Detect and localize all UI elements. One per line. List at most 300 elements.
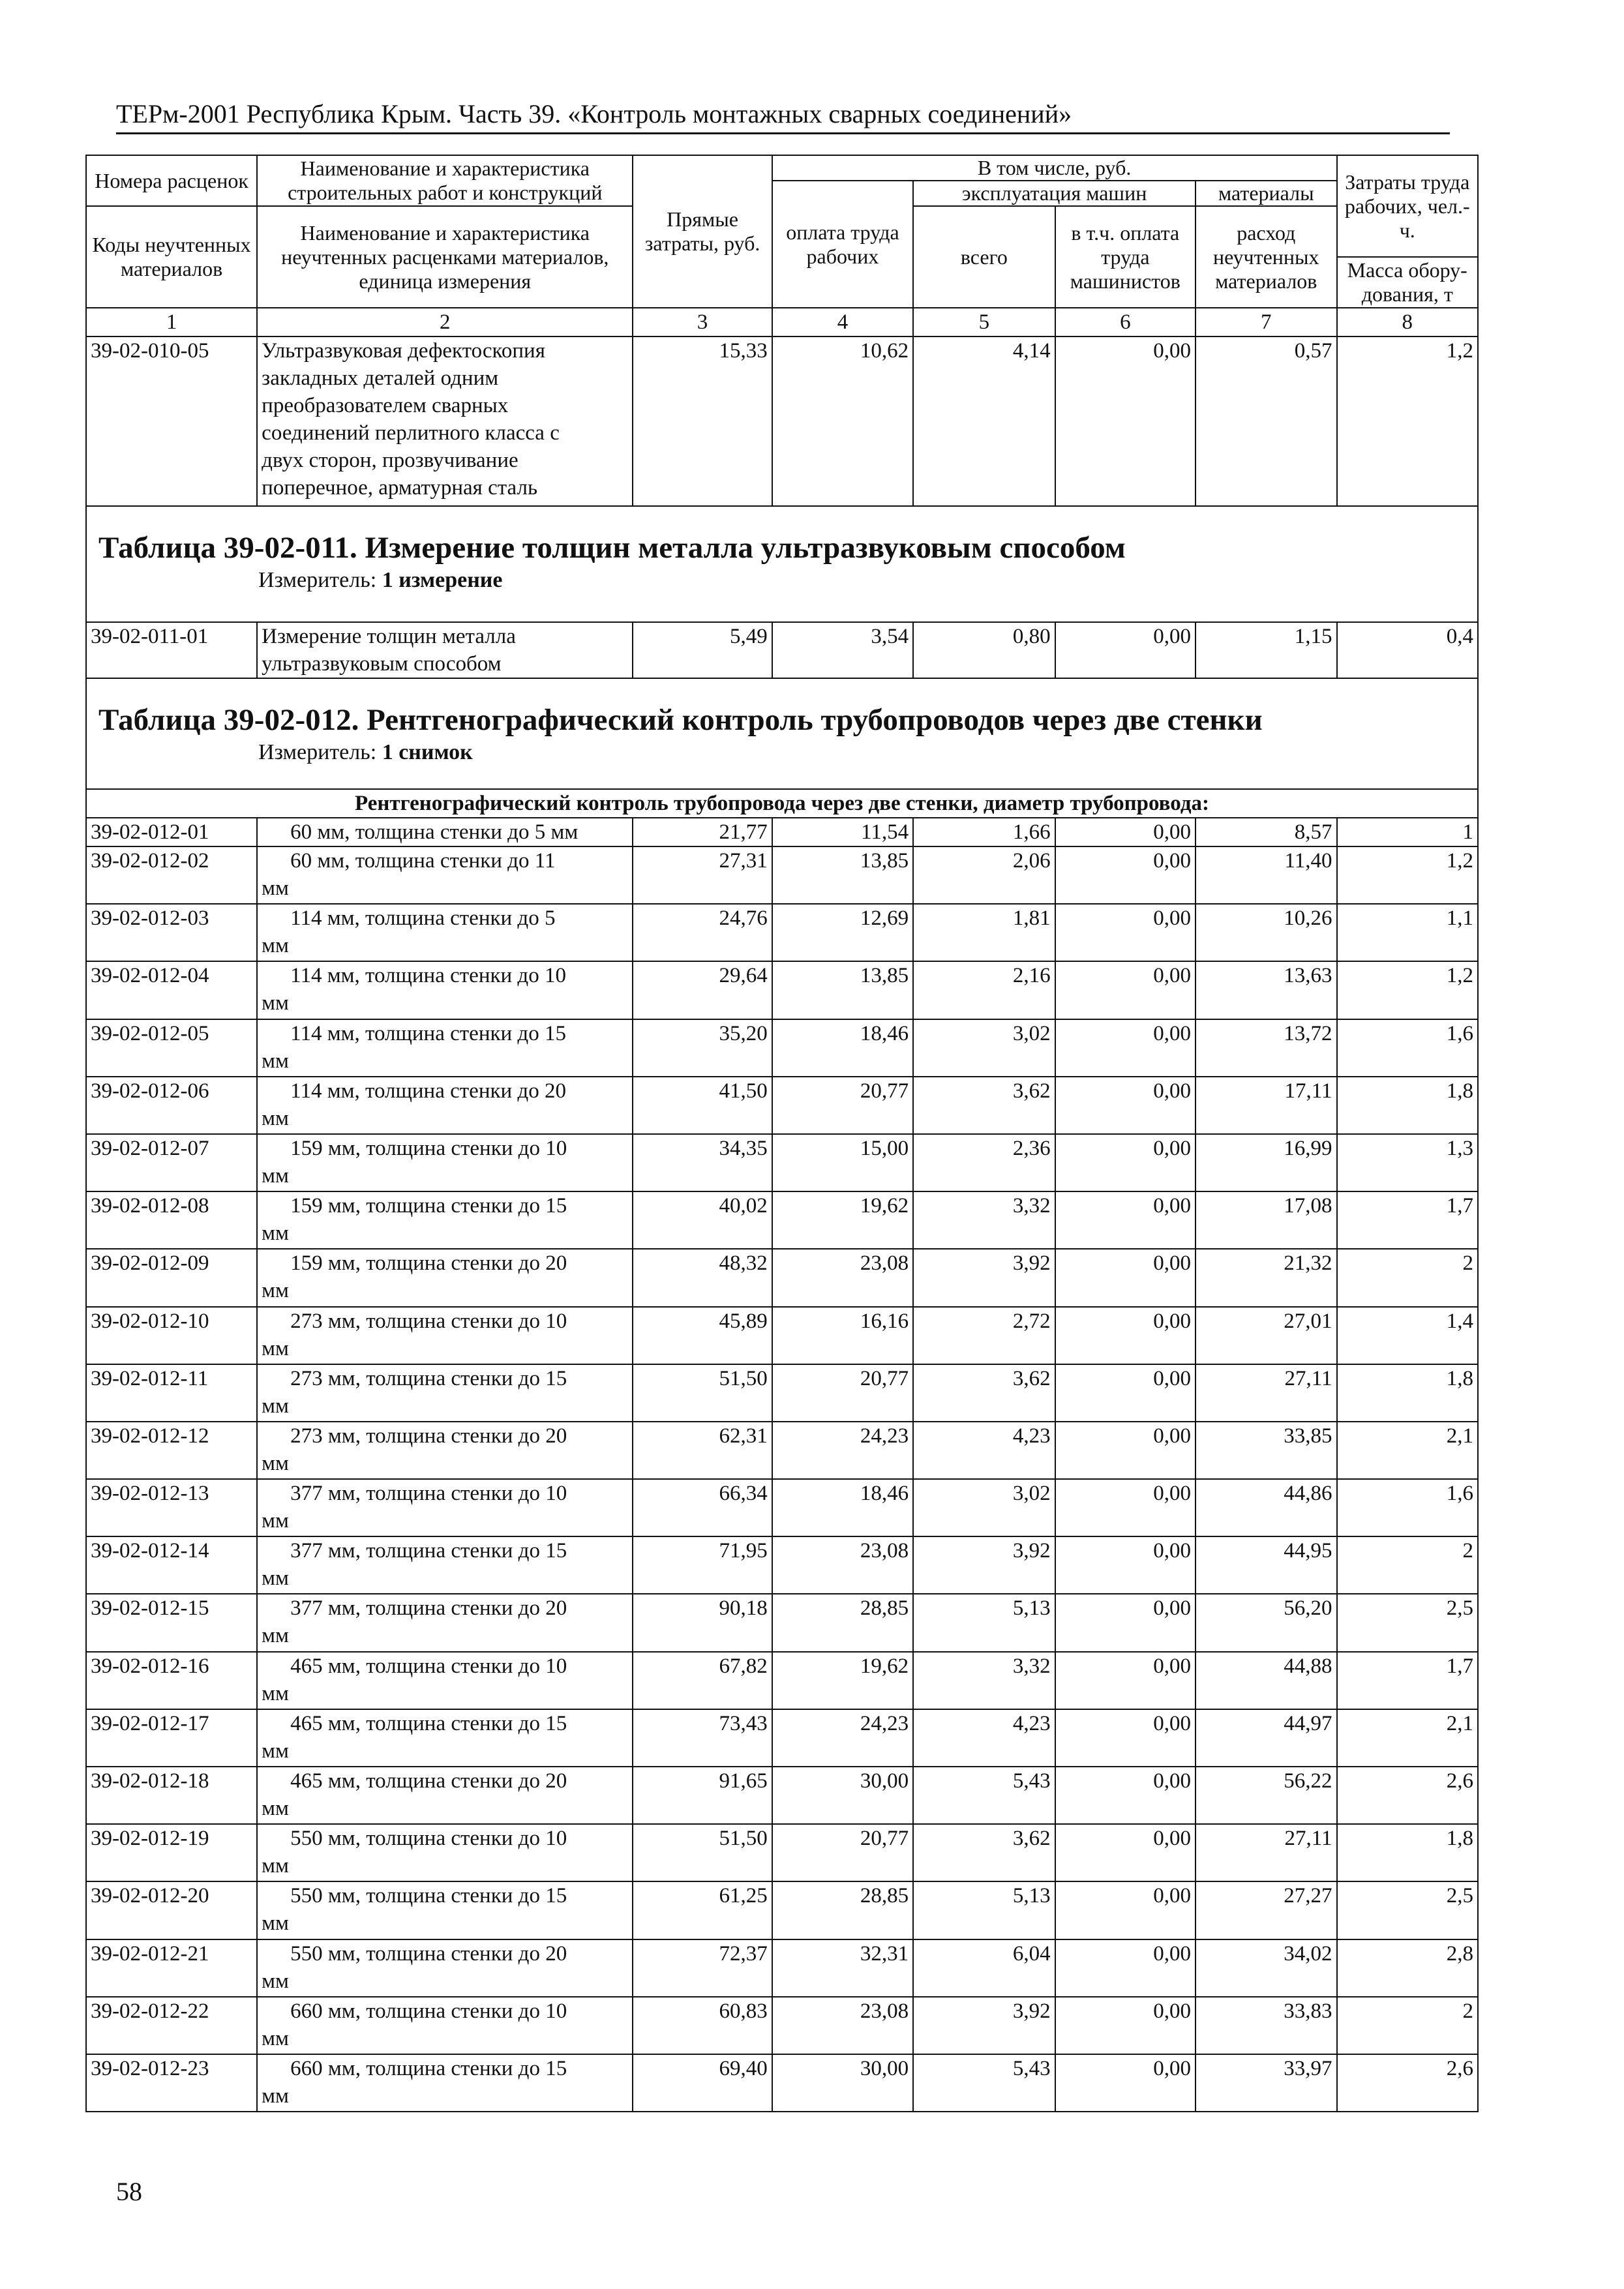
machines-total-value: 0,80 bbox=[913, 622, 1055, 678]
machinists-pay-value: 0,00 bbox=[1055, 2054, 1195, 2112]
labor-hours-value: 1,2 bbox=[1337, 337, 1479, 506]
rate-code: 39-02-012-14 bbox=[86, 1536, 257, 1594]
labor-hours-value: 1,3 bbox=[1337, 1134, 1479, 1191]
direct-costs-value: 66,34 bbox=[633, 1479, 772, 1536]
materials-value: 13,63 bbox=[1195, 961, 1336, 1019]
direct-costs-value: 67,82 bbox=[633, 1652, 772, 1709]
rate-code: 39-02-012-04 bbox=[86, 961, 257, 1019]
labor-hours-value: 2 bbox=[1337, 1536, 1479, 1594]
rate-name-line: мм bbox=[262, 1509, 289, 1533]
labor-hours-value: 1,2 bbox=[1337, 846, 1479, 904]
machines-total-value: 3,02 bbox=[913, 1019, 1055, 1077]
rate-name-line: мм bbox=[262, 1106, 289, 1130]
machines-total-value: 5,43 bbox=[913, 1767, 1055, 1824]
machines-total-value: 5,43 bbox=[913, 2054, 1055, 2112]
rate-name bbox=[257, 1881, 633, 1939]
rate-name-line: мм bbox=[262, 991, 289, 1015]
table-row bbox=[86, 1422, 1478, 1479]
materials-value: 21,32 bbox=[1195, 1249, 1336, 1306]
header-name-uncounted: Наименование и характеристика неучтенных расценками материалов, единица измерения bbox=[257, 206, 633, 308]
machines-total-value: 3,62 bbox=[913, 1824, 1055, 1881]
direct-costs-value: 15,33 bbox=[633, 337, 772, 506]
rate-name bbox=[257, 1479, 633, 1536]
labor-hours-value: 2,5 bbox=[1337, 1594, 1479, 1651]
direct-costs-value: 69,40 bbox=[633, 2054, 772, 2112]
rate-name bbox=[257, 1307, 633, 1364]
machinists-pay-value: 0,00 bbox=[1055, 1191, 1195, 1249]
direct-costs-value: 91,65 bbox=[633, 1767, 772, 1824]
table-row bbox=[86, 846, 1478, 904]
rate-name bbox=[257, 1191, 633, 1249]
machinists-pay-value: 0,00 bbox=[1055, 337, 1195, 506]
col-number: 5 bbox=[913, 308, 1055, 337]
machines-total-value: 3,02 bbox=[913, 1479, 1055, 1536]
rates-table bbox=[85, 155, 1479, 2112]
table-011-heading bbox=[86, 506, 1478, 622]
labor-pay-value: 20,77 bbox=[772, 1364, 913, 1422]
machines-total-value: 3,62 bbox=[913, 1077, 1055, 1134]
header-equipment-mass: Масса обору-дования, т bbox=[1337, 257, 1479, 308]
machinists-pay-value: 0,00 bbox=[1055, 1019, 1195, 1077]
labor-pay-value: 10,62 bbox=[772, 337, 913, 506]
materials-value: 56,22 bbox=[1195, 1767, 1336, 1824]
rate-code: 39-02-012-06 bbox=[86, 1077, 257, 1134]
rate-code: 39-02-012-20 bbox=[86, 1881, 257, 1939]
direct-costs-value: 62,31 bbox=[633, 1422, 772, 1479]
table-row bbox=[86, 1594, 1478, 1651]
labor-pay-value: 23,08 bbox=[772, 1997, 913, 2054]
machinists-pay-value: 0,00 bbox=[1055, 1364, 1195, 1422]
rate-name bbox=[257, 1249, 633, 1306]
rate-name bbox=[257, 1652, 633, 1709]
col-number: 8 bbox=[1337, 308, 1479, 337]
labor-pay-value: 24,23 bbox=[772, 1422, 913, 1479]
rate-name bbox=[257, 1594, 633, 1651]
table-title: Таблица 39-02-011. Измерение толщин металла ультразвуковым способом bbox=[98, 531, 1126, 565]
labor-pay-value: 23,08 bbox=[772, 1249, 913, 1306]
labor-hours-value: 1,7 bbox=[1337, 1652, 1479, 1709]
col-number: 6 bbox=[1055, 308, 1195, 337]
table-title: Таблица 39-02-012. Рентгенографический контроль трубопроводов через две стенки bbox=[98, 703, 1263, 737]
table-row bbox=[86, 1652, 1478, 1709]
table-row bbox=[86, 1939, 1478, 1997]
machines-total-value: 4,23 bbox=[913, 1709, 1055, 1767]
col-number: 2 bbox=[257, 308, 633, 337]
machinists-pay-value: 0,00 bbox=[1055, 1939, 1195, 1997]
rate-name bbox=[257, 1997, 633, 2054]
labor-hours-value: 2,6 bbox=[1337, 1767, 1479, 1824]
labor-hours-value: 2,1 bbox=[1337, 1709, 1479, 1767]
machinists-pay-value: 0,00 bbox=[1055, 1709, 1195, 1767]
rate-name-line: 114 мм, толщина стенки до 15 bbox=[290, 1021, 566, 1045]
labor-pay-value: 28,85 bbox=[772, 1881, 913, 1939]
rate-name-line: мм bbox=[262, 1969, 289, 1993]
measure-label: Измеритель: bbox=[258, 568, 377, 592]
labor-pay-value: 18,46 bbox=[772, 1019, 913, 1077]
rate-code: 39-02-012-13 bbox=[86, 1479, 257, 1536]
machinists-pay-value: 0,00 bbox=[1055, 1997, 1195, 2054]
table-row bbox=[86, 1191, 1478, 1249]
rate-name-line: 60 мм, толщина стенки до 11 bbox=[290, 849, 556, 873]
machines-total-value: 3,62 bbox=[913, 1364, 1055, 1422]
machinists-pay-value: 0,00 bbox=[1055, 1824, 1195, 1881]
header-rate-numbers: Номера расценок bbox=[86, 155, 257, 206]
header-direct-costs: Прямые затраты, руб. bbox=[633, 155, 772, 308]
rate-name-line: Измерение толщин металла bbox=[262, 625, 516, 648]
direct-costs-value: 40,02 bbox=[633, 1191, 772, 1249]
rate-name-line: 273 мм, толщина стенки до 15 bbox=[290, 1366, 567, 1390]
rate-name bbox=[257, 1364, 633, 1422]
table-row bbox=[86, 961, 1478, 1019]
materials-value: 17,11 bbox=[1195, 1077, 1336, 1134]
rate-name-line: 465 мм, толщина стенки до 15 bbox=[290, 1711, 567, 1735]
header-including: В том числе, руб. bbox=[772, 155, 1337, 181]
rate-code: 39-02-012-03 bbox=[86, 904, 257, 961]
direct-costs-value: 73,43 bbox=[633, 1709, 772, 1767]
rate-code: 39-02-012-17 bbox=[86, 1709, 257, 1767]
rate-name bbox=[257, 1422, 633, 1479]
machines-total-value: 6,04 bbox=[913, 1939, 1055, 1997]
machines-total-value: 1,66 bbox=[913, 818, 1055, 846]
machinists-pay-value: 0,00 bbox=[1055, 1652, 1195, 1709]
page-header: ТЕРм-2001 Республика Крым. Часть 39. «Контроль монтажных сварных соединений» bbox=[116, 99, 1072, 128]
materials-value: 56,20 bbox=[1195, 1594, 1336, 1651]
direct-costs-value: 60,83 bbox=[633, 1997, 772, 2054]
materials-value: 33,83 bbox=[1195, 1997, 1336, 2054]
rate-name-line: поперечное, арматурная сталь bbox=[262, 476, 538, 500]
table-row bbox=[86, 1881, 1478, 1939]
direct-costs-value: 24,76 bbox=[633, 904, 772, 961]
col-number: 7 bbox=[1195, 308, 1336, 337]
rate-code: 39-02-012-19 bbox=[86, 1824, 257, 1881]
rate-name bbox=[257, 1767, 633, 1824]
materials-value: 13,72 bbox=[1195, 1019, 1336, 1077]
labor-hours-value: 1,6 bbox=[1337, 1019, 1479, 1077]
rate-name-line: мм bbox=[262, 1624, 289, 1648]
rate-name-line: 273 мм, толщина стенки до 10 bbox=[290, 1309, 567, 1333]
rate-name bbox=[257, 1019, 633, 1077]
rate-name bbox=[257, 1939, 633, 1997]
rate-name-line: мм bbox=[262, 876, 289, 900]
labor-hours-value: 2,5 bbox=[1337, 1881, 1479, 1939]
rate-name-line: 377 мм, толщина стенки до 15 bbox=[290, 1539, 567, 1563]
materials-value: 0,57 bbox=[1195, 337, 1336, 506]
rate-code: 39-02-012-23 bbox=[86, 2054, 257, 2112]
header-machinist-pay: в т.ч. оплата труда машинистов bbox=[1055, 206, 1195, 308]
table-row bbox=[86, 622, 1478, 678]
labor-hours-value: 1,8 bbox=[1337, 1364, 1479, 1422]
materials-value: 33,85 bbox=[1195, 1422, 1336, 1479]
materials-value: 44,97 bbox=[1195, 1709, 1336, 1767]
rate-name-line: мм bbox=[262, 1451, 289, 1475]
direct-costs-value: 5,49 bbox=[633, 622, 772, 678]
rate-name-line: 550 мм, толщина стенки до 10 bbox=[290, 1827, 567, 1851]
labor-pay-value: 13,85 bbox=[772, 961, 913, 1019]
direct-costs-value: 21,77 bbox=[633, 818, 772, 846]
rate-name-line: 114 мм, толщина стенки до 10 bbox=[290, 964, 566, 988]
materials-value: 44,88 bbox=[1195, 1652, 1336, 1709]
rate-name-line: мм bbox=[262, 1739, 289, 1763]
rate-name-line: 60 мм, толщина стенки до 5 мм bbox=[290, 820, 579, 844]
rate-code: 39-02-012-22 bbox=[86, 1997, 257, 2054]
machines-total-value: 3,92 bbox=[913, 1536, 1055, 1594]
direct-costs-value: 45,89 bbox=[633, 1307, 772, 1364]
machines-total-value: 3,32 bbox=[913, 1191, 1055, 1249]
rate-code: 39-02-012-07 bbox=[86, 1134, 257, 1191]
direct-costs-value: 51,50 bbox=[633, 1364, 772, 1422]
labor-hours-value: 2 bbox=[1337, 1997, 1479, 2054]
rate-name bbox=[257, 1077, 633, 1134]
table-row bbox=[86, 1019, 1478, 1077]
rate-name-line: мм bbox=[262, 1336, 289, 1360]
rate-name-line: 465 мм, толщина стенки до 20 bbox=[290, 1769, 567, 1793]
labor-hours-value: 1,1 bbox=[1337, 904, 1479, 961]
measure-line bbox=[98, 739, 1466, 766]
machinists-pay-value: 0,00 bbox=[1055, 1134, 1195, 1191]
rate-code: 39-02-012-15 bbox=[86, 1594, 257, 1651]
rate-name-line: 550 мм, толщина стенки до 15 bbox=[290, 1884, 567, 1908]
table-row bbox=[86, 1536, 1478, 1594]
col-number: 3 bbox=[633, 308, 772, 337]
header-rule bbox=[116, 132, 1450, 134]
materials-value: 27,11 bbox=[1195, 1364, 1336, 1422]
machines-total-value: 5,13 bbox=[913, 1881, 1055, 1939]
rate-name-line: мм bbox=[262, 1394, 289, 1418]
col-number: 4 bbox=[772, 308, 913, 337]
rate-name-line: мм bbox=[262, 1797, 289, 1820]
materials-value: 8,57 bbox=[1195, 818, 1336, 846]
table-row bbox=[86, 337, 1478, 506]
machines-total-value: 5,13 bbox=[913, 1594, 1055, 1651]
machines-total-value: 2,06 bbox=[913, 846, 1055, 904]
materials-value: 27,11 bbox=[1195, 1824, 1336, 1881]
header-codes-uncounted: Коды неучтенных материалов bbox=[86, 206, 257, 308]
materials-value: 16,99 bbox=[1195, 1134, 1336, 1191]
group-title: Рентгенографический контроль трубопровода через две стенки, диаметр трубопровода: bbox=[86, 789, 1478, 818]
machinists-pay-value: 0,00 bbox=[1055, 1479, 1195, 1536]
rate-code: 39-02-011-01 bbox=[86, 622, 257, 678]
table-row bbox=[86, 1134, 1478, 1191]
rate-code: 39-02-012-21 bbox=[86, 1939, 257, 1997]
rate-name bbox=[257, 622, 633, 678]
rate-name-line: 660 мм, толщина стенки до 15 bbox=[290, 2056, 567, 2080]
direct-costs-value: 61,25 bbox=[633, 1881, 772, 1939]
rate-name-line: соединений перлитного класса с bbox=[262, 421, 560, 445]
table-row bbox=[86, 904, 1478, 961]
rate-name-line: мм bbox=[262, 1221, 289, 1246]
rate-name-line: 550 мм, толщина стенки до 20 bbox=[290, 1941, 567, 1966]
direct-costs-value: 72,37 bbox=[633, 1939, 772, 1997]
rate-code: 39-02-012-08 bbox=[86, 1191, 257, 1249]
table-row bbox=[86, 1249, 1478, 1306]
labor-pay-value: 20,77 bbox=[772, 1077, 913, 1134]
machines-total-value: 3,32 bbox=[913, 1652, 1055, 1709]
rate-name-line: мм bbox=[262, 1911, 289, 1936]
rate-name-line: мм bbox=[262, 1854, 289, 1878]
rate-name bbox=[257, 1536, 633, 1594]
table-row bbox=[86, 818, 1478, 846]
rate-name-line: мм bbox=[262, 1279, 289, 1303]
materials-value: 44,95 bbox=[1195, 1536, 1336, 1594]
table-row bbox=[86, 1364, 1478, 1422]
machines-total-value: 3,92 bbox=[913, 1997, 1055, 2054]
rate-code: 39-02-012-10 bbox=[86, 1307, 257, 1364]
machines-total-value: 1,81 bbox=[913, 904, 1055, 961]
rate-name-line: мм bbox=[262, 1681, 289, 1705]
rate-code: 39-02-012-09 bbox=[86, 1249, 257, 1306]
rate-name bbox=[257, 337, 633, 506]
machinists-pay-value: 0,00 bbox=[1055, 961, 1195, 1019]
machinists-pay-value: 0,00 bbox=[1055, 1881, 1195, 1939]
machinists-pay-value: 0,00 bbox=[1055, 1767, 1195, 1824]
labor-hours-value: 0,4 bbox=[1337, 622, 1479, 678]
machinists-pay-value: 0,00 bbox=[1055, 1307, 1195, 1364]
header-name-characteristic: Наименование и характеристика строительных работ и конструкций bbox=[257, 155, 633, 206]
table-row bbox=[86, 1479, 1478, 1536]
direct-costs-value: 27,31 bbox=[633, 846, 772, 904]
materials-value: 27,01 bbox=[1195, 1307, 1336, 1364]
rate-name-line: 377 мм, толщина стенки до 20 bbox=[290, 1596, 567, 1621]
direct-costs-value: 41,50 bbox=[633, 1077, 772, 1134]
col-number: 1 bbox=[86, 308, 257, 337]
measure-label: Измеритель: bbox=[258, 740, 377, 764]
materials-value: 10,26 bbox=[1195, 904, 1336, 961]
rate-name-line: мм bbox=[262, 1049, 289, 1073]
machines-total-value: 4,23 bbox=[913, 1422, 1055, 1479]
labor-pay-value: 12,69 bbox=[772, 904, 913, 961]
labor-pay-value: 24,23 bbox=[772, 1709, 913, 1767]
rate-name bbox=[257, 2054, 633, 2112]
materials-value: 1,15 bbox=[1195, 622, 1336, 678]
rate-name-line: мм bbox=[262, 2026, 289, 2050]
labor-pay-value: 19,62 bbox=[772, 1652, 913, 1709]
rate-name-line: мм bbox=[262, 2084, 289, 2108]
labor-hours-value: 2 bbox=[1337, 1249, 1479, 1306]
rate-name-line: закладных деталей одним bbox=[262, 367, 499, 390]
rate-name-line: мм bbox=[262, 1566, 289, 1591]
rate-name-line: преобразователем сварных bbox=[262, 394, 509, 417]
labor-pay-value: 16,16 bbox=[772, 1307, 913, 1364]
machinists-pay-value: 0,00 bbox=[1055, 818, 1195, 846]
rate-code: 39-02-012-12 bbox=[86, 1422, 257, 1479]
table-012-heading bbox=[86, 678, 1478, 789]
labor-hours-value: 1,2 bbox=[1337, 961, 1479, 1019]
machinists-pay-value: 0,00 bbox=[1055, 622, 1195, 678]
table-row bbox=[86, 1077, 1478, 1134]
labor-pay-value: 30,00 bbox=[772, 2054, 913, 2112]
direct-costs-value: 34,35 bbox=[633, 1134, 772, 1191]
labor-pay-value: 28,85 bbox=[772, 1594, 913, 1651]
page-number: 58 bbox=[116, 2177, 142, 2206]
machinists-pay-value: 0,00 bbox=[1055, 846, 1195, 904]
rate-name-line: 114 мм, толщина стенки до 5 bbox=[290, 906, 556, 931]
rate-name bbox=[257, 1134, 633, 1191]
labor-pay-value: 13,85 bbox=[772, 846, 913, 904]
materials-value: 27,27 bbox=[1195, 1881, 1336, 1939]
table-row bbox=[86, 1307, 1478, 1364]
direct-costs-value: 35,20 bbox=[633, 1019, 772, 1077]
table-row bbox=[86, 1767, 1478, 1824]
labor-hours-value: 1 bbox=[1337, 818, 1479, 846]
machines-total-value: 4,14 bbox=[913, 337, 1055, 506]
labor-hours-value: 1,6 bbox=[1337, 1479, 1479, 1536]
rate-name-line: мм bbox=[262, 934, 289, 958]
labor-pay-value: 19,62 bbox=[772, 1191, 913, 1249]
labor-pay-value: 11,54 bbox=[772, 818, 913, 846]
rate-name-line: двух сторон, прозвучивание bbox=[262, 449, 519, 472]
labor-pay-value: 30,00 bbox=[772, 1767, 913, 1824]
labor-hours-value: 2,8 bbox=[1337, 1939, 1479, 1997]
direct-costs-value: 90,18 bbox=[633, 1594, 772, 1651]
rate-name-line: 273 мм, толщина стенки до 20 bbox=[290, 1424, 567, 1448]
labor-pay-value: 18,46 bbox=[772, 1479, 913, 1536]
rate-name-line: 114 мм, толщина стенки до 20 bbox=[290, 1079, 566, 1103]
labor-pay-value: 15,00 bbox=[772, 1134, 913, 1191]
rate-name-line: Ультразвуковая дефектоскопия bbox=[262, 339, 545, 363]
rate-name-line: 465 мм, толщина стенки до 10 bbox=[290, 1654, 567, 1678]
labor-hours-value: 2,1 bbox=[1337, 1422, 1479, 1479]
direct-costs-value: 71,95 bbox=[633, 1536, 772, 1594]
measure-value: 1 снимок bbox=[382, 740, 473, 764]
rate-name bbox=[257, 818, 633, 846]
labor-hours-value: 2,6 bbox=[1337, 2054, 1479, 2112]
header-materials: материалы bbox=[1195, 181, 1336, 206]
rate-name-line: ультразвуковым способом bbox=[262, 652, 502, 676]
rate-name bbox=[257, 1709, 633, 1767]
machinists-pay-value: 0,00 bbox=[1055, 904, 1195, 961]
materials-value: 11,40 bbox=[1195, 846, 1336, 904]
measure-line bbox=[98, 567, 1466, 594]
labor-hours-value: 1,4 bbox=[1337, 1307, 1479, 1364]
rate-name bbox=[257, 1824, 633, 1881]
rate-name-line: 660 мм, толщина стенки до 10 bbox=[290, 1999, 567, 2023]
materials-value: 33,97 bbox=[1195, 2054, 1336, 2112]
labor-hours-value: 1,8 bbox=[1337, 1824, 1479, 1881]
rate-name bbox=[257, 961, 633, 1019]
rate-code: 39-02-010-05 bbox=[86, 337, 257, 506]
header-uncounted-material-use: расход неучтенных материалов bbox=[1195, 206, 1336, 308]
materials-value: 34,02 bbox=[1195, 1939, 1336, 1997]
labor-pay-value: 20,77 bbox=[772, 1824, 913, 1881]
materials-value: 17,08 bbox=[1195, 1191, 1336, 1249]
direct-costs-value: 48,32 bbox=[633, 1249, 772, 1306]
header-machine-ops: эксплуатация машин bbox=[913, 181, 1195, 206]
rate-name bbox=[257, 846, 633, 904]
materials-value: 44,86 bbox=[1195, 1479, 1336, 1536]
rate-name-line: 159 мм, толщина стенки до 20 bbox=[290, 1251, 567, 1276]
machinists-pay-value: 0,00 bbox=[1055, 1536, 1195, 1594]
labor-pay-value: 32,31 bbox=[772, 1939, 913, 1997]
measure-value: 1 измерение bbox=[382, 568, 503, 592]
rate-name-line: 159 мм, толщина стенки до 15 bbox=[290, 1194, 567, 1218]
direct-costs-value: 29,64 bbox=[633, 961, 772, 1019]
header-labor-costs: Затраты труда рабочих, чел.-ч. bbox=[1337, 155, 1479, 257]
labor-hours-value: 1,8 bbox=[1337, 1077, 1479, 1134]
machinists-pay-value: 0,00 bbox=[1055, 1249, 1195, 1306]
machinists-pay-value: 0,00 bbox=[1055, 1422, 1195, 1479]
machinists-pay-value: 0,00 bbox=[1055, 1594, 1195, 1651]
header-total: всего bbox=[913, 206, 1055, 308]
rate-code: 39-02-012-18 bbox=[86, 1767, 257, 1824]
rate-code: 39-02-012-16 bbox=[86, 1652, 257, 1709]
machinists-pay-value: 0,00 bbox=[1055, 1077, 1195, 1134]
rate-name-line: 159 мм, толщина стенки до 10 bbox=[290, 1136, 567, 1160]
machines-total-value: 2,36 bbox=[913, 1134, 1055, 1191]
header-labor-pay: оплата труда рабочих bbox=[772, 181, 913, 308]
labor-pay-value: 23,08 bbox=[772, 1536, 913, 1594]
machines-total-value: 2,16 bbox=[913, 961, 1055, 1019]
machines-total-value: 2,72 bbox=[913, 1307, 1055, 1364]
